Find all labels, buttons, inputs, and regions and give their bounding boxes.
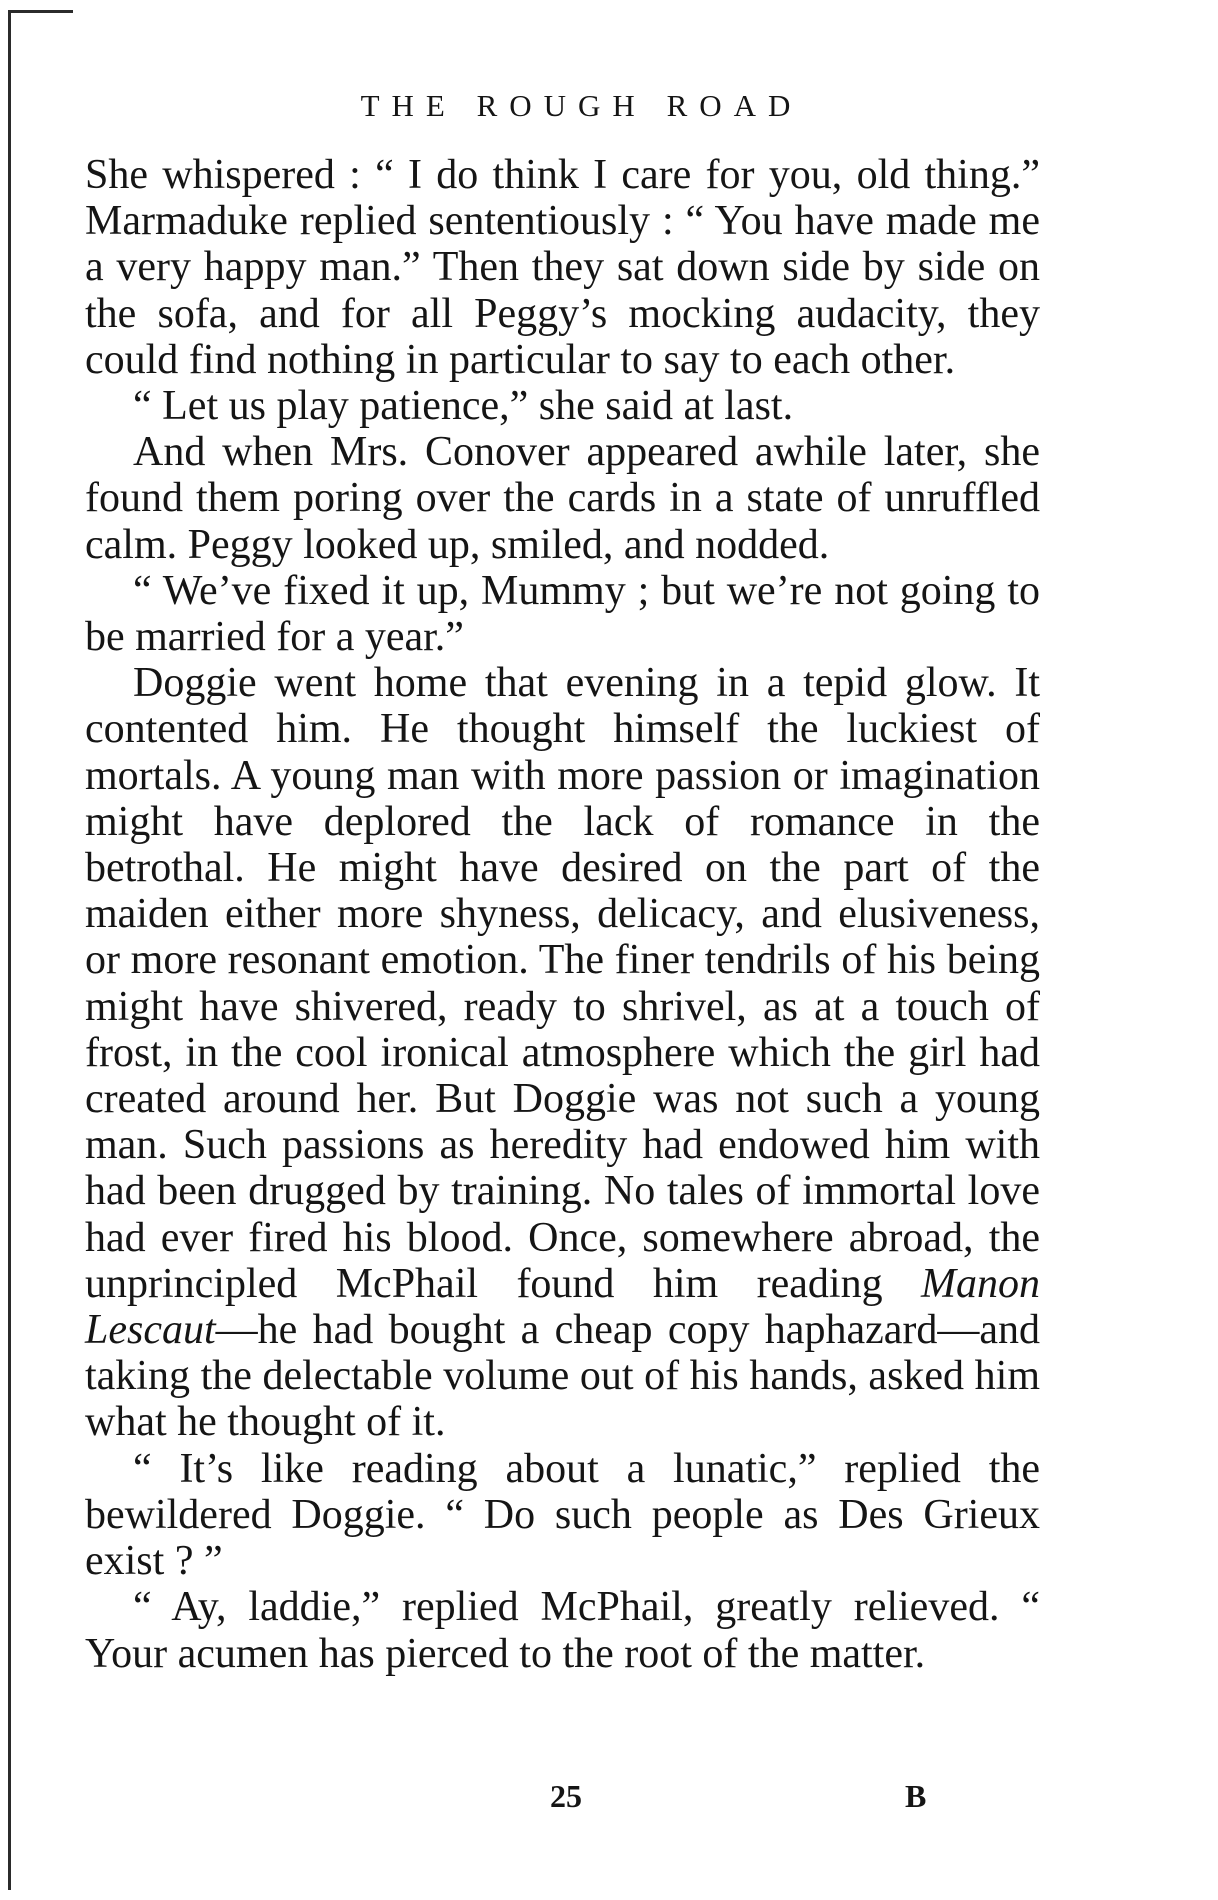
paragraph-6: “ It’s like reading about a lunatic,” replied the bewildered Doggie. “ Do such people as Des Grieux exist ? ” — [85, 1445, 1040, 1585]
paragraph-5-text-before: Doggie went home that evening in a tepid glow. It contented him. He thought himself the luckiest of mortals. A young man with more passion or imagination might have deplored the lack of romance in the betrothal. He might have desired on the part of the maiden either more shyness, delicacy, and elusiveness, or more resonant emotion. The finer tendrils of his being might have shivered, ready to shrivel, as at a touch of frost, in the cool ironical atmosphere which the girl had created around her. But Doggie was not such a young man. Such passions as heredity had endowed him with had been drugged by training. No tales of immortal love had ever fired his blood. Once, somewhere abroad, the unprincipled McPhail found him reading — [85, 660, 1040, 1307]
paragraph-2: “ Let us play patience,” she said at last. — [133, 383, 794, 430]
paragraph-5 — [85, 660, 1040, 1445]
page-footer — [85, 1778, 1040, 1828]
signature-mark: B — [905, 1778, 927, 1814]
paragraph-4: “ We’ve fixed it up, Mummy ; but we’re not going to be married for a year.” — [85, 567, 1040, 661]
book-title-italic: Manon Lescaut — [85, 1260, 1040, 1354]
book-page — [85, 88, 1040, 1677]
page-number: 25 — [550, 1778, 582, 1814]
binding-corner-tick — [8, 10, 73, 13]
binding-edge-line — [8, 10, 11, 1890]
paragraph-7: “ Ay, laddie,” replied McPhail, greatly relieved. “ Your acumen has pierced to the root of the matter. — [85, 1584, 1040, 1677]
paragraph-1: She whispered : “ I do think I care for you, old thing.” Marmaduke replied sententiously : “ You have made me a very happy man.” Then they sat down side by side on the sofa, and for all Peggy’s mocking audacity, they could find nothing in particular to say to each other. — [85, 152, 1040, 383]
paragraph-5-text-after: —he had bought a cheap copy haphazard—and taking the delectable volume out of his hands, asked him what he thought of it. — [85, 1307, 1040, 1446]
paragraph-3: And when Mrs. Conover appeared awhile later, she found them poring over the cards in a state of unruffled calm. Peggy looked up, smiled, and nodded. — [85, 429, 1040, 568]
running-head: THE ROUGH ROAD — [360, 88, 803, 123]
